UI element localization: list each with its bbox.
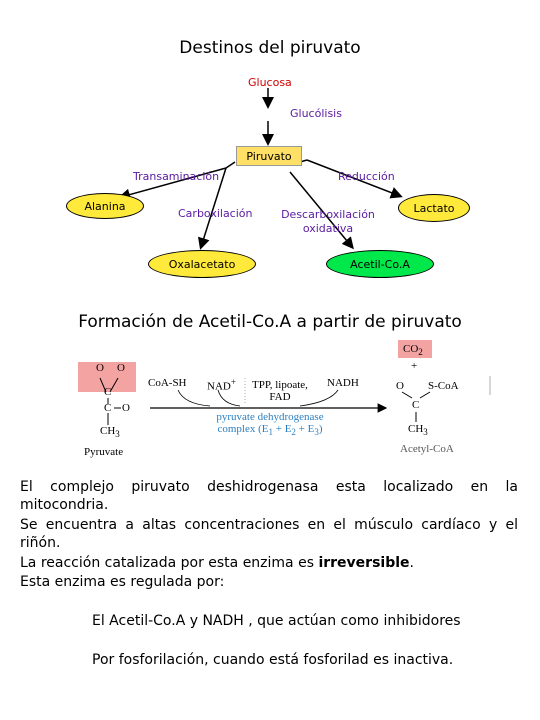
glycolysis-label: Glucólisis [290,107,342,120]
irreversible-emphasis: irreversible [318,555,410,571]
coash-label: CoA-SH [148,377,187,389]
paragraph-2-line-2: riñón. [20,535,61,551]
paragraph-2-line-1: Se encuentra a altas concentraciones en el músculo cardíaco y el [20,517,518,533]
reduction-label: Reducción [338,170,395,183]
pyruvate-box: Piruvato [236,146,302,166]
pyruvate-o-keto: O [122,402,130,414]
enzyme-label: pyruvate dehydrogenase complex $(E_1 + E_2 + E_3)$ [216,411,324,438]
paragraph-3: La reacción catalizada por esta enzima es irreversible. [20,555,414,571]
lactate-node: Lactato [398,194,470,222]
acetyl-c: C [412,399,420,411]
pyruvate-c1: C [104,386,112,398]
carboxylation-label: Carboxilación [178,207,253,220]
nadh-label: NADH [327,377,359,389]
acetyl-coa-node: Acetil-Co.A [326,250,434,278]
oxidative-decarboxylation-label: Descarboxilación oxidativa [281,208,375,235]
alanine-node: Alanina [66,193,144,219]
pyruvate-ch3: $CH_3$ [100,425,120,440]
section-title: Formación de Acetil-Co.A a partir de piruvato [78,312,462,332]
paragraph-1-line-1: El complejo piruvato deshidrogenasa esta localizado en la [20,479,518,495]
paragraph-4: Esta enzima es regulada por: [20,574,225,590]
acetyl-o: O [396,380,404,392]
co2-label: $CO_2$ [403,343,423,358]
oxaloacetate-node: Oxalacetato [148,250,256,278]
pyruvate-label: Pyruvate [84,446,124,458]
plus-sign: + [411,360,418,372]
page-title: Destinos del piruvato [179,38,361,58]
acetyl-scoa: S-CoA [428,380,459,392]
paragraph-5: El Acetil-Co.A y NADH , que actúan como inhibidores [92,613,461,629]
acetyl-coa-label: Acetyl-CoA [400,443,454,455]
pyruvate-o-left: O [96,362,104,374]
nad-label: NAD+ [207,377,236,393]
glucose-label: Glucosa [248,76,292,89]
pyruvate-o-right: O [117,362,125,374]
paragraph-6: Por fosforilación, cuando está fosforilad es inactiva. [92,652,454,668]
paragraph-1-line-2: mitocondria. [20,497,109,513]
cofactors-label: TPP, lipoate, FAD [252,379,308,403]
pyruvate-c2: C [104,402,112,414]
transamination-label: Transaminación [133,170,220,183]
acetyl-ch3: $CH_3$ [408,423,428,438]
